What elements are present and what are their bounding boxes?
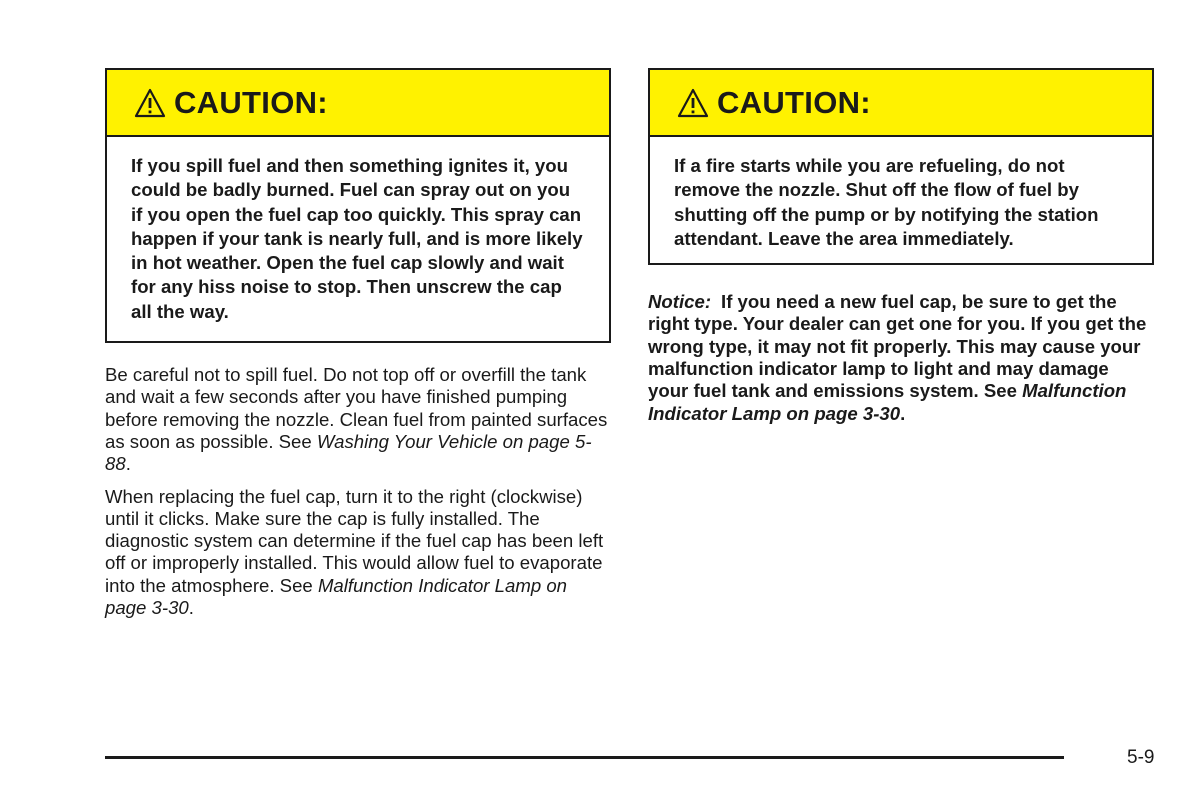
fuel-cap-paragraph — [105, 486, 611, 620]
caution-box-fire — [648, 68, 1154, 265]
notice-paragraph — [648, 291, 1154, 425]
caution-header — [107, 70, 609, 137]
paragraph-text: Be careful not to spill fuel. Do not top off or overfill the tank and wait a few seconds after you have finished pumping before removing the nozzle. Clean fuel from painted surfaces as soon as possible. See — [105, 364, 608, 452]
paragraph-text: When replacing the fuel cap, turn it to the right (clockwise) until it clicks. Make sure the cap is fully installed. The diagnostic system can determine if the fuel cap has been left off or improperly installed. This would allow fuel to evaporate into the atmosphere. See — [105, 485, 604, 596]
caution-header — [650, 70, 1152, 137]
paragraph-end: . — [188, 597, 194, 619]
fuel-spill-paragraph — [105, 364, 611, 475]
warning-triangle-icon — [677, 88, 709, 118]
footer-rule — [105, 756, 1064, 759]
caution-text: If you spill fuel and then something ignites it, you could be badly burned. Fuel can spray out on you if you open the fuel cap too quickly. This spray can happen if your tank is nearly full, and is more likely in hot weather. Open the fuel cap slowly and wait for any hiss noise to stop. Then unscrew the cap all the way. — [131, 155, 583, 322]
caution-text: If a fire starts while you are refueling, do not remove the nozzle. Shut off the flow of fuel by shutting off the pump or by notifying the station attendant. Leave the area immediately. — [674, 155, 1099, 249]
notice-text: If you need a new fuel cap, be sure to get the right type. Your dealer can get one for you. If you get the wrong type, it may not fit properly. This may cause your malfunction indicator lamp to light and may damage your fuel tank and emissions system. See — [648, 291, 1147, 402]
warning-triangle-icon — [134, 88, 166, 118]
caution-box-fuel-spill — [105, 68, 611, 343]
page-number: 5-9 — [1127, 747, 1155, 768]
right-column — [648, 68, 1154, 444]
notice-end: . — [900, 402, 906, 424]
cross-reference-link[interactable]: Washing Your Vehicle on page 5-88 — [105, 430, 592, 475]
left-column — [105, 68, 611, 619]
caution-title: CAUTION: — [174, 84, 328, 120]
caution-title: CAUTION: — [717, 84, 871, 120]
cross-reference-link[interactable]: Malfunction Indicator Lamp on page 3-30 — [105, 574, 568, 619]
cross-reference-link[interactable]: Malfunction Indicator Lamp on page 3-30 — [648, 380, 1127, 424]
paragraph-end: . — [125, 453, 131, 475]
notice-label: Notice: — [648, 291, 712, 313]
